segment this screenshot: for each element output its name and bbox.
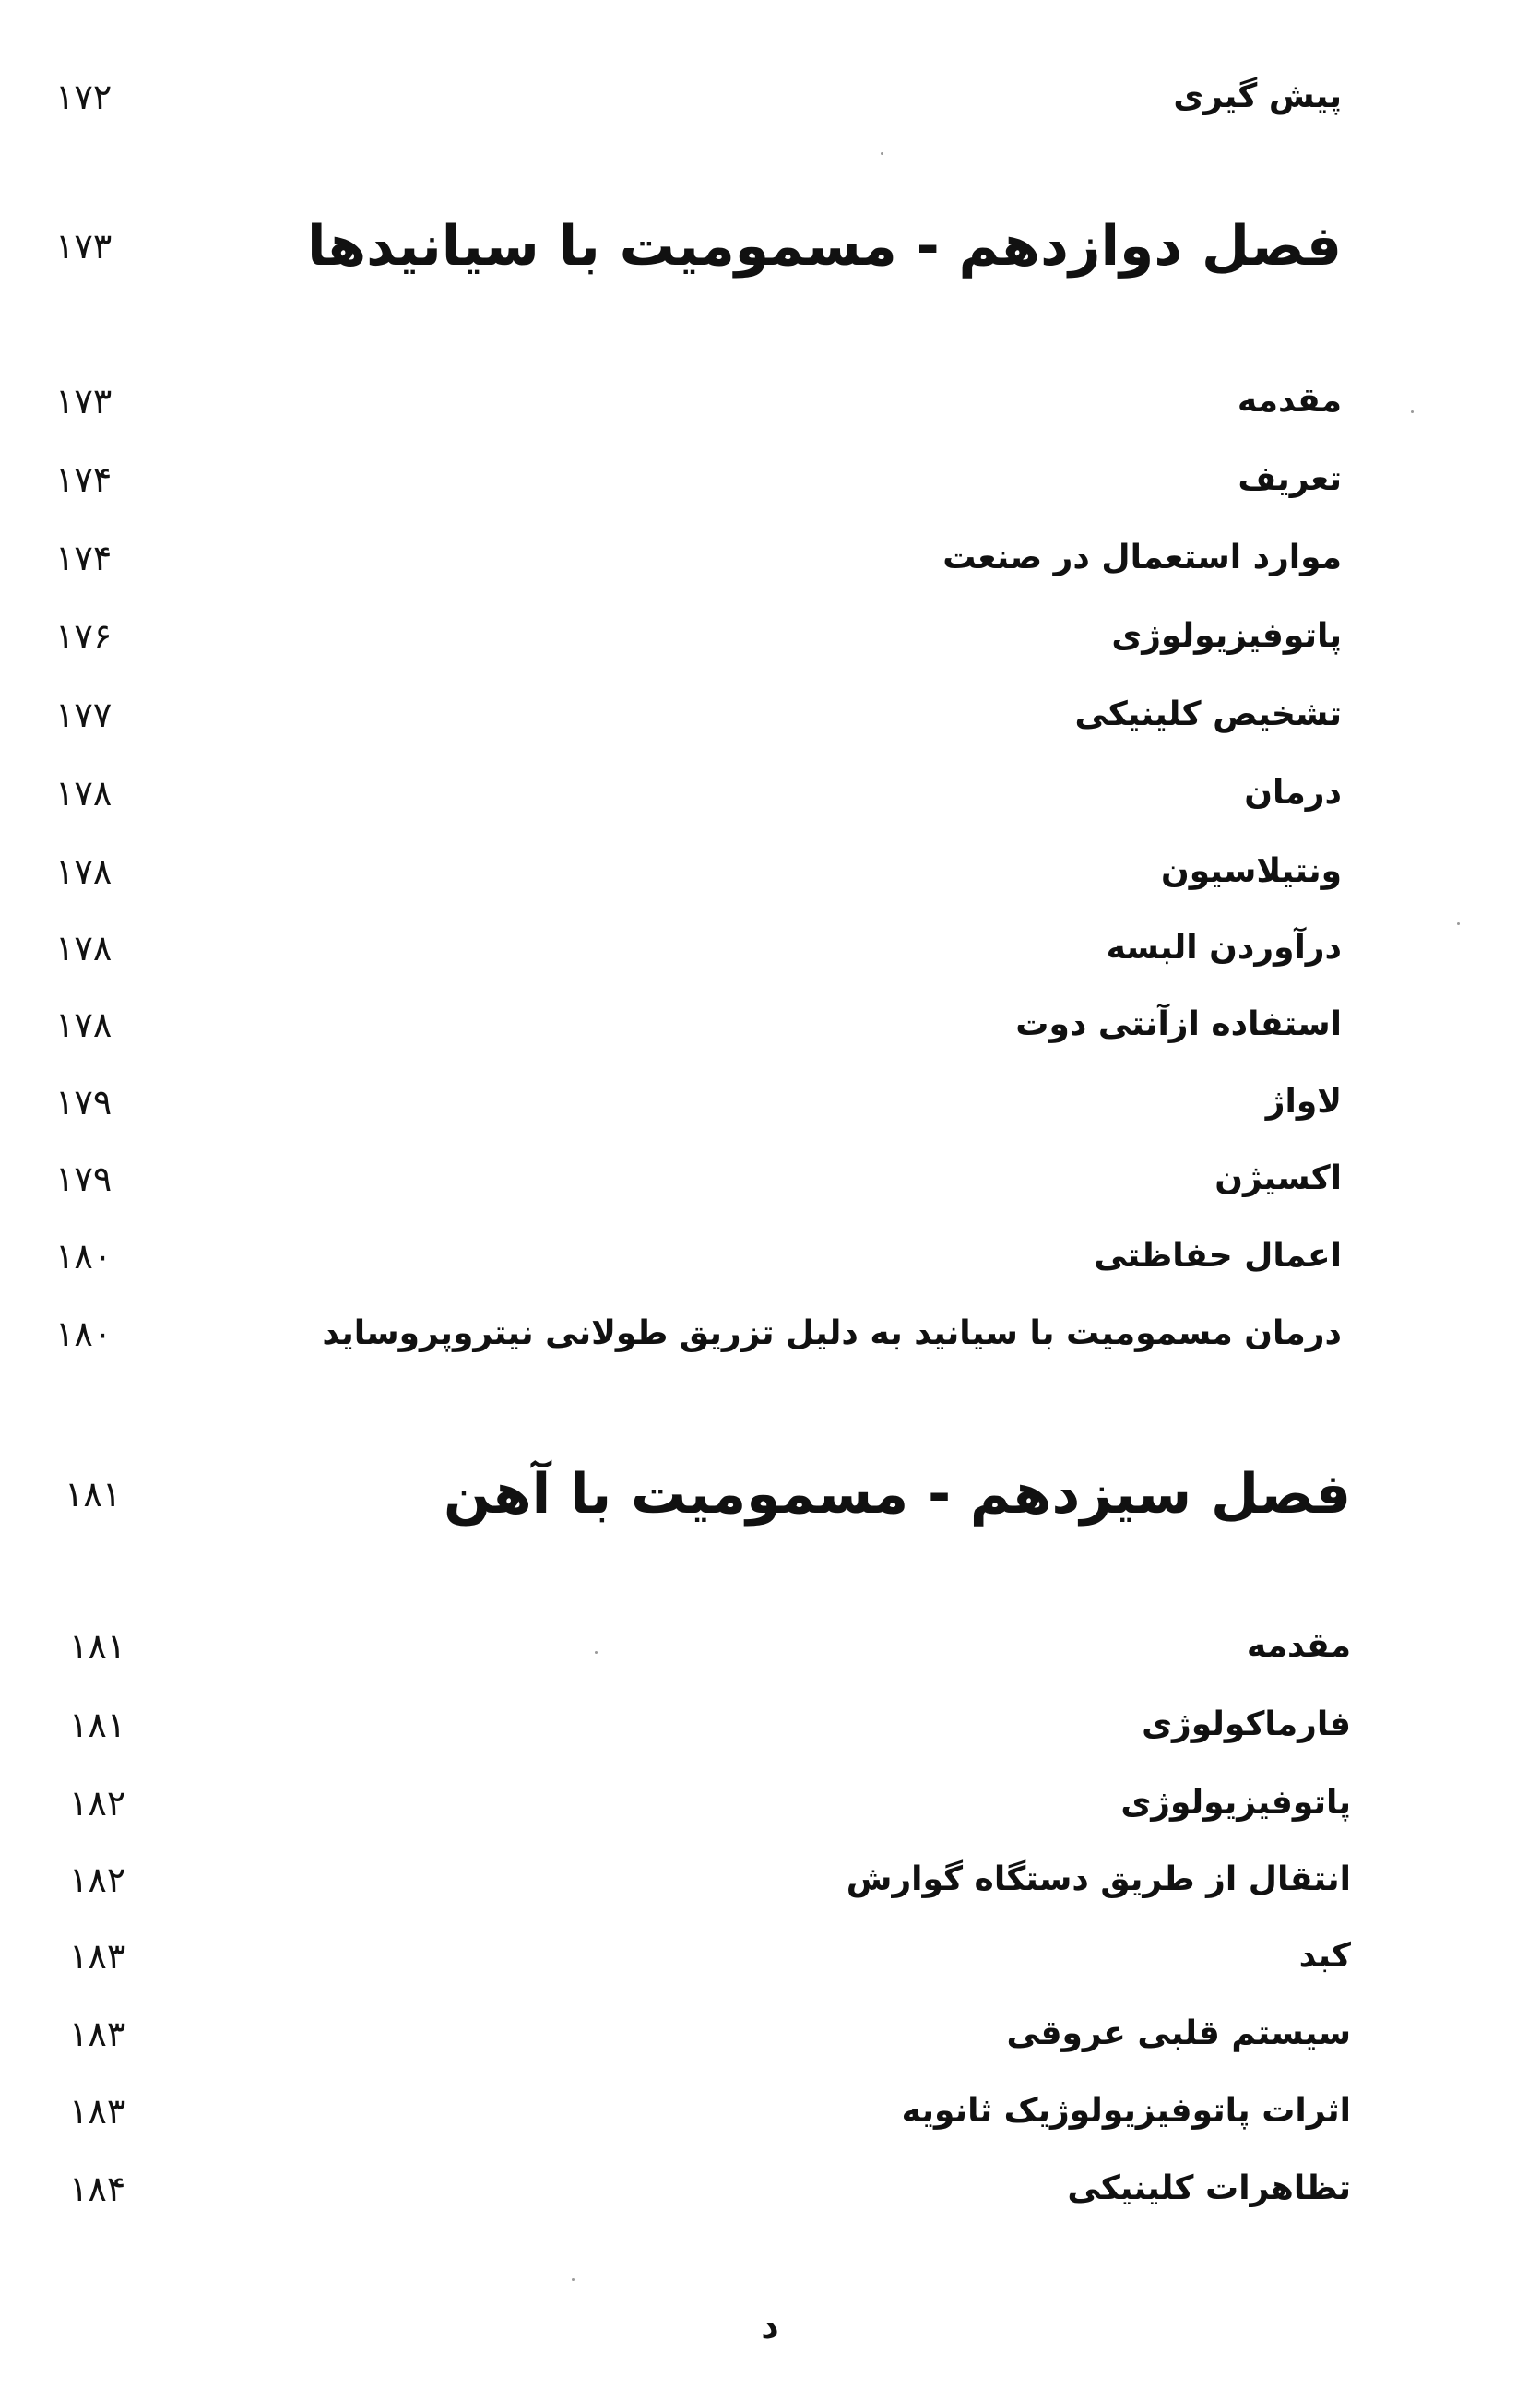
toc-entry-page: ۱۷۹ <box>55 1158 113 1199</box>
toc-entry-title: موارد استعمال در صنعت <box>942 539 1342 576</box>
toc-entry <box>69 1848 1351 1912</box>
toc-entry-page: ۱۷۸ <box>55 851 113 892</box>
toc-entry-title: فارماکولوژی <box>1142 1705 1351 1743</box>
toc-entry-title: پاتوفیزیولوژی <box>1111 617 1342 655</box>
toc-entry-title: لاواژ <box>1265 1083 1342 1121</box>
toc-entry-title: استفاده ازآنتی دوت <box>1015 1005 1342 1043</box>
toc-entry <box>55 604 1342 669</box>
toc-entry-page: ۱۸۲ <box>69 1859 126 1900</box>
scan-speck <box>572 2278 575 2281</box>
toc-entry-page: ۱۸۴ <box>69 2168 126 2209</box>
chapter-page: ۱۸۱ <box>65 1474 122 1515</box>
toc-entry-title: مقدمه <box>1246 1627 1351 1665</box>
toc-entry-title: درآوردن البسه <box>1106 929 1342 967</box>
toc-entry <box>55 916 1342 980</box>
toc-entry-page: ۱۸۳ <box>69 2014 126 2054</box>
toc-entry-page: ۱۷۲ <box>55 77 113 117</box>
scan-speck <box>881 152 883 155</box>
toc-entry-title: کبد <box>1298 1937 1351 1975</box>
chapter-title: فصل سیزدهم - مسمومیت با آهن <box>444 1462 1351 1527</box>
toc-entry-title: اعمال حفاظتی <box>1094 1237 1342 1275</box>
toc-entry-page: ۱۸۳ <box>69 2091 126 2132</box>
toc-entry <box>55 369 1342 434</box>
toc-entry-page: ۱۷۸ <box>55 773 113 814</box>
chapter-page: ۱۷۳ <box>55 226 113 267</box>
toc-entry <box>55 761 1342 826</box>
toc-entry <box>55 1070 1342 1135</box>
toc-entry <box>69 1771 1351 1836</box>
toc-entry-title: اثرات پاتوفیزیولوژیک ثانویه <box>901 2092 1351 2130</box>
toc-entry-title: درمان <box>1244 774 1342 812</box>
toc-entry-title: پاتوفیزیولوژی <box>1120 1784 1351 1822</box>
toc-entry-page: ۱۷۷ <box>55 695 113 735</box>
scan-speck <box>1457 922 1460 925</box>
scan-speck <box>1411 410 1414 413</box>
toc-entry-page: ۱۷۶ <box>55 616 113 657</box>
toc-entry-page: ۱۷۳ <box>55 381 113 422</box>
scan-speck <box>595 1651 598 1654</box>
toc-entry <box>55 992 1342 1057</box>
toc-entry <box>69 1614 1351 1679</box>
toc-entry <box>69 2002 1351 2066</box>
toc-entry-title: پیش گیری <box>1173 77 1342 115</box>
toc-entry-page: ۱۷۴ <box>55 459 113 500</box>
toc-entry-title: ونتیلاسیون <box>1160 852 1342 890</box>
toc-entry <box>55 1147 1342 1211</box>
toc-entry-title: اکسیژن <box>1214 1159 1342 1197</box>
chapter-heading <box>55 196 1342 297</box>
toc-entry-page: ۱۷۸ <box>55 1004 113 1045</box>
chapter-title: فصل دوازدهم - مسمومیت با سیانیدها <box>306 214 1342 279</box>
toc-entry <box>69 1693 1351 1757</box>
toc-entry-page: ۱۸۳ <box>69 1936 126 1977</box>
toc-entry-page: ۱۸۰ <box>55 1236 113 1277</box>
chapter-heading <box>65 1444 1351 1545</box>
toc-entry-title: تظاهرات کلینیکی <box>1067 2169 1351 2207</box>
toc-entry-page: ۱۸۱ <box>69 1705 126 1745</box>
toc-entry <box>69 1924 1351 1989</box>
toc-entry-page: ۱۸۲ <box>69 1783 126 1824</box>
toc-entry <box>69 2079 1351 2144</box>
toc-entry <box>55 447 1342 512</box>
toc-entry <box>69 2156 1351 2221</box>
toc-entry-title: مقدمه <box>1237 382 1342 420</box>
toc-entry <box>55 1301 1342 1366</box>
toc-entry-page: ۱۸۱ <box>69 1626 126 1667</box>
toc-entry-page: ۱۷۴ <box>55 538 113 578</box>
toc-entry <box>55 526 1342 590</box>
page-footer-letter: د <box>761 2306 779 2347</box>
toc-entry-page: ۱۷۹ <box>55 1082 113 1123</box>
toc-entry-title: تشخیص کلینیکی <box>1074 695 1342 733</box>
toc-entry-title: انتقال از طریق دستگاه گوارش <box>846 1860 1351 1898</box>
toc-entry <box>55 683 1342 747</box>
toc-entry-title: درمان مسمومیت با سیانید به دلیل تزریق طولانی نیتروپروساید <box>322 1314 1342 1352</box>
toc-entry-page: ۱۷۸ <box>55 928 113 968</box>
toc-entry-page: ۱۸۰ <box>55 1313 113 1354</box>
toc-entry <box>55 1224 1342 1289</box>
toc-entry-title: تعریف <box>1238 460 1342 498</box>
toc-entry <box>55 65 1342 129</box>
toc-entry <box>55 839 1342 904</box>
toc-entry-title: سیستم قلبی عروقی <box>1006 2014 1351 2052</box>
